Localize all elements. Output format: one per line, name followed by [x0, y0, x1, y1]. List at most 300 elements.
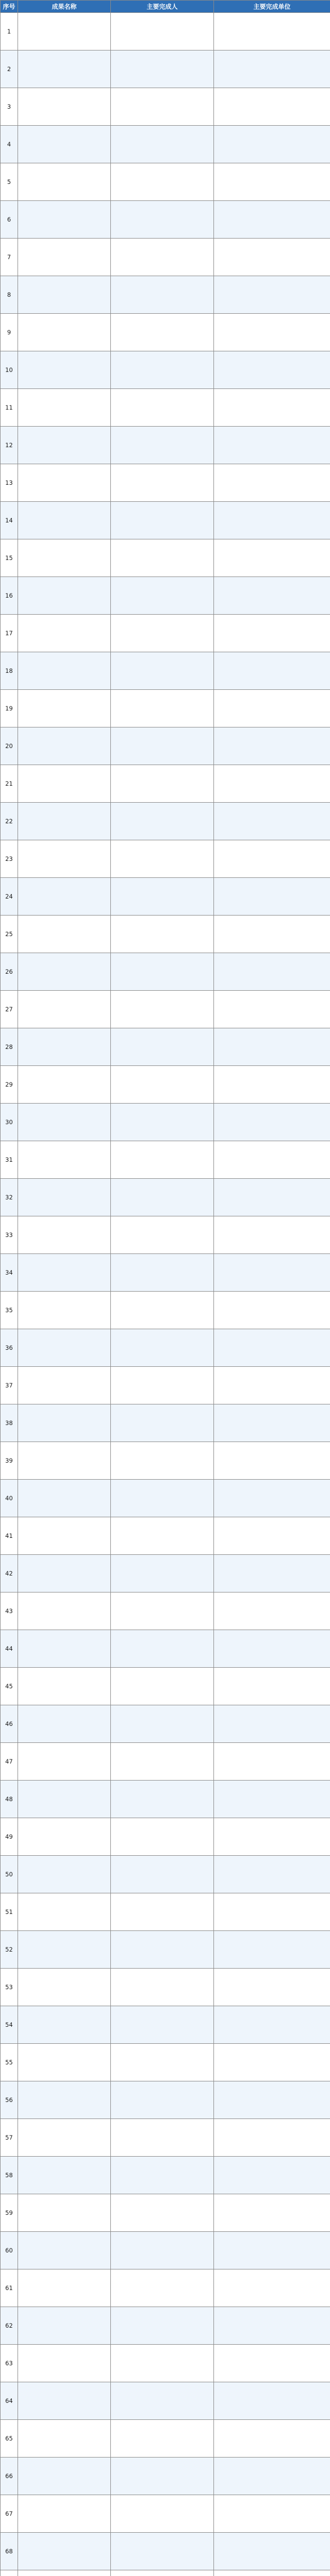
table-body	[1, 13, 330, 2576]
row-number-cell: 58	[1, 2157, 18, 2194]
units-cell	[214, 389, 330, 427]
units-cell	[214, 1028, 330, 1066]
units-cell	[214, 1367, 330, 1404]
contributors-cell	[111, 1668, 214, 1705]
contributors-cell	[111, 539, 214, 577]
achievement-name-cell	[18, 1254, 111, 1292]
table-row	[1, 690, 330, 727]
units-cell	[214, 991, 330, 1028]
units-cell	[214, 2044, 330, 2081]
row-number-cell: 15	[1, 539, 18, 577]
units-cell	[214, 615, 330, 652]
units-cell	[214, 1668, 330, 1705]
contributors-cell	[111, 427, 214, 464]
achievement-name-cell	[18, 803, 111, 840]
row-number-cell: 16	[1, 577, 18, 615]
contributors-cell	[111, 2570, 214, 2576]
units-cell	[214, 2157, 330, 2194]
contributors-cell	[111, 991, 214, 1028]
row-number-cell: 38	[1, 1404, 18, 1442]
achievement-name-cell	[18, 1367, 111, 1404]
achievement-name-cell	[18, 389, 111, 427]
table-row	[1, 276, 330, 314]
table-row	[1, 163, 330, 201]
table-row	[1, 314, 330, 351]
achievement-name-cell	[18, 1442, 111, 1480]
table-row	[1, 1931, 330, 1969]
row-number-cell: 40	[1, 1480, 18, 1517]
units-cell	[214, 88, 330, 126]
achievement-name-cell	[18, 1705, 111, 1743]
contributors-cell	[111, 2345, 214, 2382]
achievement-name-cell	[18, 690, 111, 727]
achievement-name-cell	[18, 1931, 111, 1969]
table-row	[1, 1668, 330, 1705]
table-row	[1, 2081, 330, 2119]
row-number-cell: 63	[1, 2345, 18, 2382]
table-row	[1, 840, 330, 878]
contributors-cell	[111, 1931, 214, 1969]
units-cell	[214, 2006, 330, 2044]
table-row	[1, 1969, 330, 2006]
units-cell	[214, 464, 330, 502]
achievement-name-cell	[18, 1216, 111, 1254]
contributors-cell	[111, 13, 214, 50]
table-row	[1, 1781, 330, 1818]
units-cell	[214, 2495, 330, 2533]
units-cell	[214, 239, 330, 276]
contributors-cell	[111, 1141, 214, 1179]
table-row	[1, 2269, 330, 2307]
table-row	[1, 2382, 330, 2420]
achievement-name-cell	[18, 2157, 111, 2194]
units-cell	[214, 351, 330, 389]
units-cell	[214, 577, 330, 615]
contributors-cell	[111, 1781, 214, 1818]
units-cell	[214, 1404, 330, 1442]
units-cell	[214, 916, 330, 953]
table-row	[1, 2533, 330, 2570]
row-number-cell: 50	[1, 1856, 18, 1893]
units-cell	[214, 2458, 330, 2495]
row-number-cell: 44	[1, 1630, 18, 1668]
achievement-name-cell	[18, 2194, 111, 2232]
units-cell	[214, 1517, 330, 1555]
table-row	[1, 615, 330, 652]
contributors-cell	[111, 727, 214, 765]
row-number-cell: 51	[1, 1893, 18, 1931]
achievement-name-cell	[18, 2269, 111, 2307]
achievement-name-cell	[18, 577, 111, 615]
contributors-cell	[111, 2458, 214, 2495]
contributors-cell	[111, 389, 214, 427]
contributors-cell	[111, 276, 214, 314]
table-row	[1, 803, 330, 840]
row-number-cell: 10	[1, 351, 18, 389]
achievement-name-cell	[18, 1555, 111, 1592]
achievement-name-cell	[18, 1893, 111, 1931]
achievement-name-cell	[18, 1179, 111, 1216]
achievement-name-cell	[18, 1818, 111, 1856]
row-number-cell: 49	[1, 1818, 18, 1856]
row-number-cell: 21	[1, 765, 18, 803]
contributors-cell	[111, 690, 214, 727]
row-number-cell: 25	[1, 916, 18, 953]
row-number-cell: 27	[1, 991, 18, 1028]
contributors-cell	[111, 201, 214, 239]
achievement-name-cell	[18, 126, 111, 163]
units-cell	[214, 13, 330, 50]
contributors-cell	[111, 1442, 214, 1480]
table-row	[1, 1705, 330, 1743]
row-number-cell: 56	[1, 2081, 18, 2119]
row-number-cell: 12	[1, 427, 18, 464]
contributors-cell	[111, 1028, 214, 1066]
units-cell	[214, 1216, 330, 1254]
table-row	[1, 2345, 330, 2382]
table-row	[1, 727, 330, 765]
achievement-name-cell	[18, 2570, 111, 2576]
contributors-cell	[111, 615, 214, 652]
row-number-cell: 41	[1, 1517, 18, 1555]
achievement-name-cell	[18, 1856, 111, 1893]
contributors-cell	[111, 878, 214, 916]
units-cell	[214, 1480, 330, 1517]
row-number-cell: 24	[1, 878, 18, 916]
table-row	[1, 2119, 330, 2157]
contributors-cell	[111, 1893, 214, 1931]
units-cell	[214, 539, 330, 577]
contributors-cell	[111, 2420, 214, 2458]
table-row	[1, 1592, 330, 1630]
units-cell	[214, 690, 330, 727]
row-number-cell: 3	[1, 88, 18, 126]
table-row	[1, 1066, 330, 1104]
table-row	[1, 2157, 330, 2194]
contributors-cell	[111, 1329, 214, 1367]
row-number-cell: 22	[1, 803, 18, 840]
achievement-name-cell	[18, 201, 111, 239]
achievement-name-cell	[18, 1404, 111, 1442]
row-number-cell: 23	[1, 840, 18, 878]
achievement-name-cell	[18, 1668, 111, 1705]
table-row	[1, 389, 330, 427]
table-row	[1, 502, 330, 539]
achievement-name-cell	[18, 1066, 111, 1104]
row-number-cell: 54	[1, 2006, 18, 2044]
contributors-cell	[111, 765, 214, 803]
table-row	[1, 2307, 330, 2345]
header-row	[1, 1, 330, 13]
achievement-name-cell	[18, 2345, 111, 2382]
contributors-cell	[111, 1592, 214, 1630]
contributors-cell	[111, 577, 214, 615]
table-row	[1, 1442, 330, 1480]
units-cell	[214, 427, 330, 464]
achievement-name-cell	[18, 2119, 111, 2157]
units-cell	[214, 1931, 330, 1969]
row-number-cell: 33	[1, 1216, 18, 1254]
row-number-cell: 13	[1, 464, 18, 502]
units-cell	[214, 840, 330, 878]
row-number-cell: 45	[1, 1668, 18, 1705]
header-main-contributors: 主要完成人	[111, 1, 214, 13]
achievement-name-cell	[18, 2533, 111, 2570]
units-cell	[214, 2232, 330, 2269]
units-cell	[214, 126, 330, 163]
table-row	[1, 1329, 330, 1367]
row-number-cell: 30	[1, 1104, 18, 1141]
achievement-name-cell	[18, 2458, 111, 2495]
table-row	[1, 126, 330, 163]
units-cell	[214, 1592, 330, 1630]
achievement-name-cell	[18, 916, 111, 953]
contributors-cell	[111, 1216, 214, 1254]
contributors-cell	[111, 1555, 214, 1592]
units-cell	[214, 1856, 330, 1893]
units-cell	[214, 1254, 330, 1292]
achievement-name-cell	[18, 351, 111, 389]
table-row	[1, 1179, 330, 1216]
contributors-cell	[111, 1630, 214, 1668]
row-number-cell: 48	[1, 1781, 18, 1818]
table-row	[1, 916, 330, 953]
row-number-cell: 34	[1, 1254, 18, 1292]
table-row	[1, 765, 330, 803]
row-number-cell: 43	[1, 1592, 18, 1630]
table-row	[1, 1404, 330, 1442]
achievement-name-cell	[18, 953, 111, 991]
achievement-name-cell	[18, 615, 111, 652]
contributors-cell	[111, 2533, 214, 2570]
contributors-cell	[111, 652, 214, 690]
units-cell	[214, 163, 330, 201]
contributors-cell	[111, 2081, 214, 2119]
achievement-name-cell	[18, 539, 111, 577]
table-row	[1, 1818, 330, 1856]
row-number-cell: 14	[1, 502, 18, 539]
table-row	[1, 1480, 330, 1517]
table-row	[1, 953, 330, 991]
table-row	[1, 991, 330, 1028]
contributors-cell	[111, 916, 214, 953]
units-cell	[214, 1442, 330, 1480]
table-row	[1, 2420, 330, 2458]
header-achievement-name: 成果名称	[18, 1, 111, 13]
units-cell	[214, 1179, 330, 1216]
units-cell	[214, 1818, 330, 1856]
contributors-cell	[111, 126, 214, 163]
units-cell	[214, 1781, 330, 1818]
row-number-cell: 26	[1, 953, 18, 991]
table-row	[1, 1517, 330, 1555]
contributors-cell	[111, 1818, 214, 1856]
units-cell	[214, 953, 330, 991]
achievement-name-cell	[18, 239, 111, 276]
units-cell	[214, 2081, 330, 2119]
achievement-name-cell	[18, 1630, 111, 1668]
row-number-cell: 7	[1, 239, 18, 276]
achievement-name-cell	[18, 1969, 111, 2006]
units-cell	[214, 1705, 330, 1743]
table-row	[1, 1893, 330, 1931]
contributors-cell	[111, 239, 214, 276]
table-row	[1, 1141, 330, 1179]
achievement-name-cell	[18, 2420, 111, 2458]
table-row	[1, 2570, 330, 2576]
achievement-name-cell	[18, 1141, 111, 1179]
units-cell	[214, 2420, 330, 2458]
contributors-cell	[111, 2307, 214, 2345]
row-number-cell: 2	[1, 50, 18, 88]
achievement-name-cell	[18, 2006, 111, 2044]
contributors-cell	[111, 314, 214, 351]
header-main-units: 主要完成单位	[214, 1, 330, 13]
table-row	[1, 2232, 330, 2269]
contributors-cell	[111, 1292, 214, 1329]
achievement-name-cell	[18, 88, 111, 126]
contributors-cell	[111, 1856, 214, 1893]
units-cell	[214, 727, 330, 765]
achievement-name-cell	[18, 652, 111, 690]
achievement-name-cell	[18, 2307, 111, 2345]
row-number-cell: 29	[1, 1066, 18, 1104]
achievement-name-cell	[18, 2382, 111, 2420]
row-number-cell: 61	[1, 2269, 18, 2307]
table-row	[1, 351, 330, 389]
units-cell	[214, 201, 330, 239]
row-number-cell: 31	[1, 1141, 18, 1179]
contributors-cell	[111, 464, 214, 502]
achievement-name-cell	[18, 765, 111, 803]
row-number-cell: 55	[1, 2044, 18, 2081]
row-number-cell: 37	[1, 1367, 18, 1404]
table-row	[1, 2006, 330, 2044]
row-number-cell: 60	[1, 2232, 18, 2269]
achievement-name-cell	[18, 163, 111, 201]
table-row	[1, 1630, 330, 1668]
row-number-cell: 28	[1, 1028, 18, 1066]
row-number-cell: 64	[1, 2382, 18, 2420]
contributors-cell	[111, 1969, 214, 2006]
achievement-name-cell	[18, 1028, 111, 1066]
table-row	[1, 239, 330, 276]
achievement-name-cell	[18, 1517, 111, 1555]
contributors-cell	[111, 2269, 214, 2307]
units-cell	[214, 2307, 330, 2345]
units-cell	[214, 1555, 330, 1592]
units-cell	[214, 1292, 330, 1329]
row-number-cell: 42	[1, 1555, 18, 1592]
units-cell	[214, 1329, 330, 1367]
table-header	[1, 1, 330, 13]
achievement-name-cell	[18, 13, 111, 50]
contributors-cell	[111, 2044, 214, 2081]
row-number-cell: 35	[1, 1292, 18, 1329]
units-cell	[214, 2382, 330, 2420]
units-cell	[214, 314, 330, 351]
row-number-cell: 57	[1, 2119, 18, 2157]
contributors-cell	[111, 1179, 214, 1216]
row-number-cell: 67	[1, 2495, 18, 2533]
contributors-cell	[111, 953, 214, 991]
row-number-cell: 32	[1, 1179, 18, 1216]
table-row	[1, 1856, 330, 1893]
contributors-cell	[111, 1066, 214, 1104]
contributors-cell	[111, 1743, 214, 1781]
table-row	[1, 2495, 330, 2533]
units-cell	[214, 2570, 330, 2576]
units-cell	[214, 502, 330, 539]
units-cell	[214, 1969, 330, 2006]
units-cell	[214, 2345, 330, 2382]
contributors-cell	[111, 2495, 214, 2533]
achievement-name-cell	[18, 727, 111, 765]
contributors-cell	[111, 88, 214, 126]
achievement-name-cell	[18, 1480, 111, 1517]
contributors-cell	[111, 2232, 214, 2269]
units-cell	[214, 1630, 330, 1668]
table-row	[1, 652, 330, 690]
achievement-name-cell	[18, 1592, 111, 1630]
units-cell	[214, 2533, 330, 2570]
achievement-name-cell	[18, 276, 111, 314]
row-number-cell: 11	[1, 389, 18, 427]
contributors-cell	[111, 2006, 214, 2044]
table-row	[1, 1292, 330, 1329]
table-row	[1, 2194, 330, 2232]
units-cell	[214, 2194, 330, 2232]
table-row	[1, 2044, 330, 2081]
row-number-cell: 17	[1, 615, 18, 652]
row-number-cell: 39	[1, 1442, 18, 1480]
row-number-cell: 9	[1, 314, 18, 351]
row-number-cell: 6	[1, 201, 18, 239]
units-cell	[214, 765, 330, 803]
units-cell	[214, 878, 330, 916]
achievement-name-cell	[18, 2495, 111, 2533]
units-cell	[214, 2269, 330, 2307]
table-row	[1, 1555, 330, 1592]
contributors-cell	[111, 2157, 214, 2194]
table-row	[1, 13, 330, 50]
table-row	[1, 427, 330, 464]
achievement-name-cell	[18, 1781, 111, 1818]
row-number-cell: 4	[1, 126, 18, 163]
units-cell	[214, 1066, 330, 1104]
table-row	[1, 1743, 330, 1781]
row-number-cell: 20	[1, 727, 18, 765]
row-number-cell: 66	[1, 2458, 18, 2495]
contributors-cell	[111, 2382, 214, 2420]
achievement-name-cell	[18, 1329, 111, 1367]
table-row	[1, 1216, 330, 1254]
row-number-cell	[1, 2570, 18, 2576]
contributors-cell	[111, 1104, 214, 1141]
table-row	[1, 577, 330, 615]
table-row	[1, 1028, 330, 1066]
units-cell	[214, 2119, 330, 2157]
achievement-name-cell	[18, 1743, 111, 1781]
achievement-name-cell	[18, 2081, 111, 2119]
achievement-name-cell	[18, 314, 111, 351]
row-number-cell: 36	[1, 1329, 18, 1367]
row-number-cell: 52	[1, 1931, 18, 1969]
row-number-cell: 18	[1, 652, 18, 690]
table-row	[1, 539, 330, 577]
achievement-name-cell	[18, 427, 111, 464]
achievement-name-cell	[18, 991, 111, 1028]
